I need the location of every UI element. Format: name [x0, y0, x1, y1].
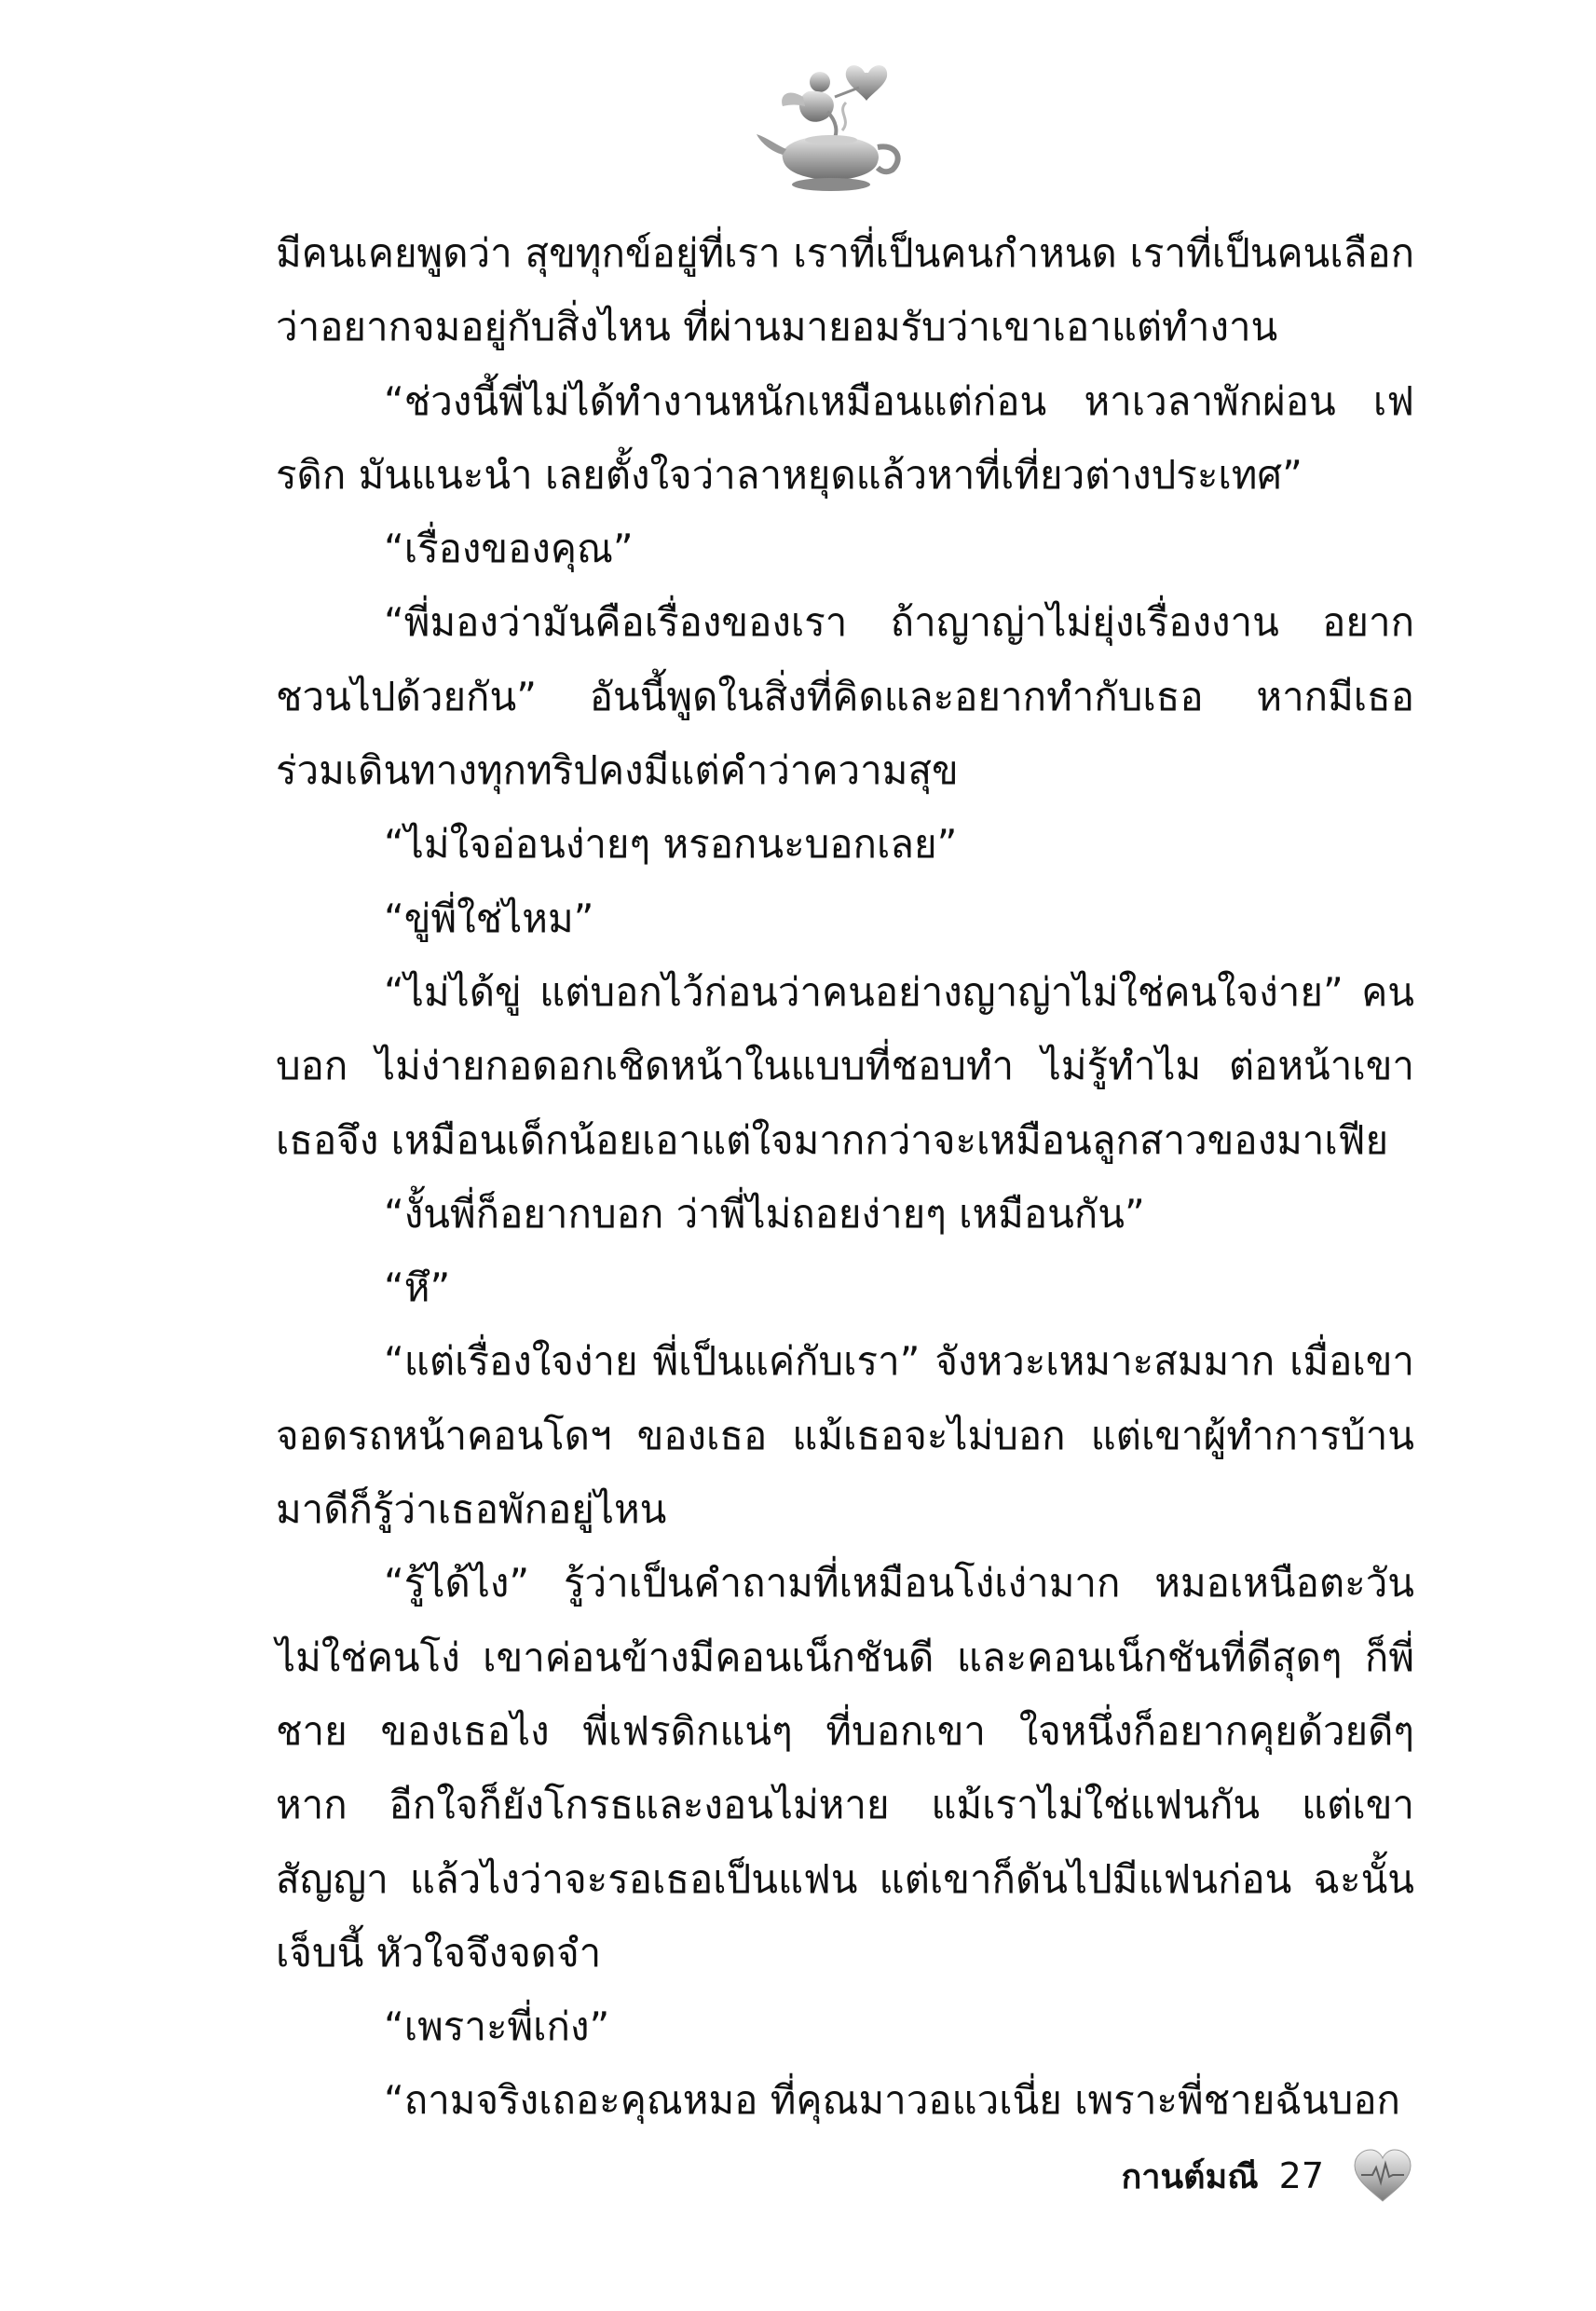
paragraph: “รู้ได้ไง” รู้ว่าเป็นคำถามที่เหมือนโง่เง่ามาก หมอเหนือตะวัน ไม่ใช่คนโง่ เขาค่อนข้างมีคอนเน็กชันดี และคอนเน็กชันที่ดีสุดๆ ก็พี่ชาย ของเธอไง พี่เฟรดิกแน่ๆ ที่บอกเขา ใจหนึ่งก็อยากคุยด้วยดีๆ หาก อีกใจก็ยังโกรธและงอนไม่หาย แม้เราไม่ใช่แฟนกัน แต่เขาสัญญา แล้วไงว่าจะรอเธอเป็นแฟน แต่เขาก็ดันไปมีแฟนก่อน ฉะนั้นเจ็บนี้ หัวใจจึงจดจำ: [276, 1560, 1414, 1976]
paragraph: “ถามจริงเถอะคุณหมอ ที่คุณมาวอแวเนี่ย เพราะพี่ชายฉันบอก: [384, 2077, 1400, 2124]
paragraph: “หึ”: [384, 1265, 451, 1311]
paragraph: “พี่มองว่ามันคือเรื่องของเรา ถ้าญาญ่าไม่ยุ่งเรื่องงาน อยาก ชวนไปด้วยกัน” อันนี้พูดในสิ่งที่คิดและอยากทำกับเธอ หากมีเธอ ร่วมเดินทางทุกทริปคงมีแต่คำว่าความสุข: [276, 599, 1414, 794]
cupid-teapot-ornament-icon: [755, 54, 913, 203]
paragraph: “งั้นพี่ก็อยากบอก ว่าพี่ไม่ถอยง่ายๆ เหมือนกัน”: [384, 1190, 1145, 1237]
heart-heartbeat-icon: [1352, 2147, 1413, 2205]
paragraph: “ขู่พี่ใช่ไหม”: [384, 895, 594, 941]
paragraph: “แต่เรื่องใจง่าย พี่เป็นแค่กับเรา” จังหวะเหมาะสมมาก เมื่อเขา จอดรถหน้าคอนโดฯ ของเธอ แม้เธอจะไม่บอก แต่เขาผู้ทำการบ้าน มาดีก็รู้ว่าเธอพักอยู่ไหน: [276, 1338, 1414, 1533]
page-footer: [1122, 2143, 1414, 2208]
paragraph: “ไม่ใจอ่อนง่ายๆ หรอกนะบอกเลย”: [384, 821, 958, 868]
paragraph: “ไม่ได้ขู่ แต่บอกไว้ก่อนว่าคนอย่างญาญ่าไม่ใช่คนใจง่าย” คนบอก ไม่ง่ายกอดอกเชิดหน้าในแบบที่ชอบทำ ไม่รู้ทำไม ต่อหน้าเขาเธอจึง เหมือนเด็กน้อยเอาแต่ใจมากกว่าจะเหมือนลูกสาวของมาเฟีย: [276, 968, 1414, 1163]
paragraph: “เพราะพี่เก่ง”: [384, 2003, 610, 2050]
paragraph: “เรื่องของคุณ”: [384, 526, 634, 572]
paragraph: “ช่วงนี้พี่ไม่ได้ทำงานหนักเหมือนแต่ก่อน หาเวลาพักผ่อน เฟรดิก มันแนะนำ เลยตั้งใจว่าลาหยุดแล้วหาที่เที่ยวต่างประเทศ”: [276, 377, 1414, 498]
paragraph: มีคนเคยพูดว่า สุขทุกข์อยู่ที่เรา เราที่เป็นคนกำหนด เราที่เป็นคนเลือก ว่าอยากจมอยู่กับสิ่งไหน ที่ผ่านมายอมรับว่าเขาเอาแต่ทำงาน: [276, 230, 1414, 350]
book-title: กานต์มณี: [1121, 2157, 1259, 2196]
page-number: 27: [1278, 2155, 1324, 2196]
chapter-body-text: [276, 216, 1414, 2138]
